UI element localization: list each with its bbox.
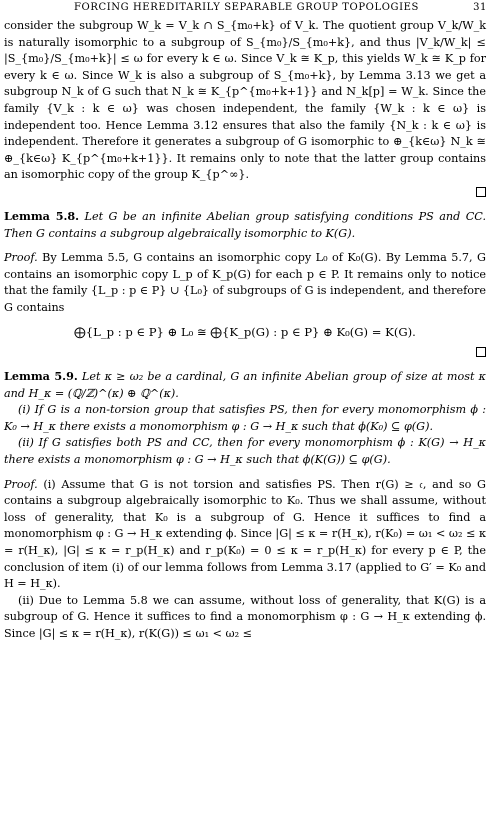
qed-square-icon	[476, 347, 486, 357]
page-number: 31	[473, 2, 487, 13]
lemma-5-8	[4, 208, 486, 242]
lemma-item-ii: (ii) If G satisfies both PS and CC, then for every monomorphism ϕ : K(G) → H_κ there exists a monomorphism φ : G → H_κ such that ϕ(K(G)) ⊆ φ(G).	[4, 436, 486, 467]
running-header	[0, 2, 499, 18]
proof-text-ii: (ii) Due to Lemma 5.8 we can assume, without loss of generality, that K(G) is a subgroup of G. Hence it suffices to find a monomorphism φ : G → H_κ extending ϕ. Since |G| ≤ κ = r(H_κ), r(K(G)) ≤ ω₁ < ω₂ ≤	[4, 593, 486, 640]
lemma-label: Lemma 5.8.	[4, 208, 80, 223]
proof-label: Proof.	[4, 251, 38, 265]
display-equation: ⨁{L_p : p ∈ P} ⊕ L₀ ≅ ⨁{K_p(G) : p ∈ P} ⊕ K₀(G) = K(G).	[74, 324, 416, 339]
proof-text-i: (i) Assume that G is not torsion and satisfies PS. Then r(G) ≥ 𝔠, and so G contains a subgroup algebraically isomorphic to K₀. Thus we shall assume, without loss of generality, that K₀ is a subgroup of G. Hence it suffices to find a monomorphism φ : G → H_κ extending ϕ. Since |G| ≤ κ = r(H_κ), r(K₀) = ω₁ < ω₂ ≤ κ = r(H_κ), |G| ≤ κ = r_p(H_κ) and r_p(K₀) = 0 ≤ κ = r_p(H_κ) for every p ∈ P, the conclusion of item (i) of our lemma follows from Lemma 3.17 (applied to G′ = K₀ and H = H_κ).	[4, 477, 486, 591]
qed-line	[4, 184, 486, 200]
lemma-statement: Let κ ≥ ω₂ be a cardinal, G an infinite Abelian group of size at most κ and H_κ = (ℚ/ℤ)^(κ) ⊕ ℚ^(κ).	[4, 370, 486, 400]
proof-text: By Lemma 5.5, G contains an isomorphic copy L₀ of K₀(G). By Lemma 5.7, G contains an isomorphic copy L_p of K_p(G) for each p ∈ P. It remains only to notice that the family {L_p : p ∈ P} ∪ {L₀} of subgroups of G is independent, and therefore G contains	[4, 251, 486, 314]
proof-5-9	[4, 477, 486, 593]
proof-5-8	[4, 250, 486, 316]
qed-square-icon	[476, 187, 486, 197]
running-title: FORCING HEREDITARILY SEPARABLE GROUP TOPOLOGIES	[74, 2, 419, 13]
paragraph-continuation: consider the subgroup W_k = V_k ∩ S_{m₀+k} of V_k. The quotient group V_k/W_k is naturally isomorphic to a subgroup of S_{m₀}/S_{m₀+k}, and thus |V_k/W_k| ≤ |S_{m₀}/S_{m₀+k}| ≤ ω for every k ∈ ω. Since V_k ≅ K_p, this yields W_k ≅ K_p for every k ∈ ω. Since W_k is also a subgroup of S_{m₀+k}, by Lemma 3.13 we get a subgroup N_k of G such that N_k ≅ K_{p^{m₀+k+1}} and N_k[p] = W_k. Since the family {V_k : k ∈ ω} was chosen independent, the family {W_k : k ∈ ω} is independent too. Hence Lemma 3.12 ensures that also the family {N_k : k ∈ ω} is independent. Therefore it generates a subgroup of G isomorphic to ⊕_{k∈ω} N_k ≅ ⊕_{k∈ω} K_{p^{m₀+k+1}}. It remains only to note that the latter group contains an isomorphic copy of the group K_{p^∞}.	[4, 19, 486, 182]
text-body	[4, 18, 486, 643]
lemma-label: Lemma 5.9.	[4, 369, 78, 384]
qed-line	[4, 344, 486, 360]
lemma-item-i: (i) If G is a non-torsion group that satisfies PS, then for every monomorphism ϕ : K₀ → H_κ there exists a monomorphism φ : G → H_κ such that ϕ(K₀) ⊆ φ(G).	[4, 403, 486, 433]
lemma-5-9	[4, 368, 486, 402]
proof-label: Proof.	[4, 477, 38, 491]
lemma-statement: Let G be an infinite Abelian group satisfying conditions PS and CC. Then G contains a subgroup algebraically isomorphic to K(G).	[4, 209, 487, 240]
